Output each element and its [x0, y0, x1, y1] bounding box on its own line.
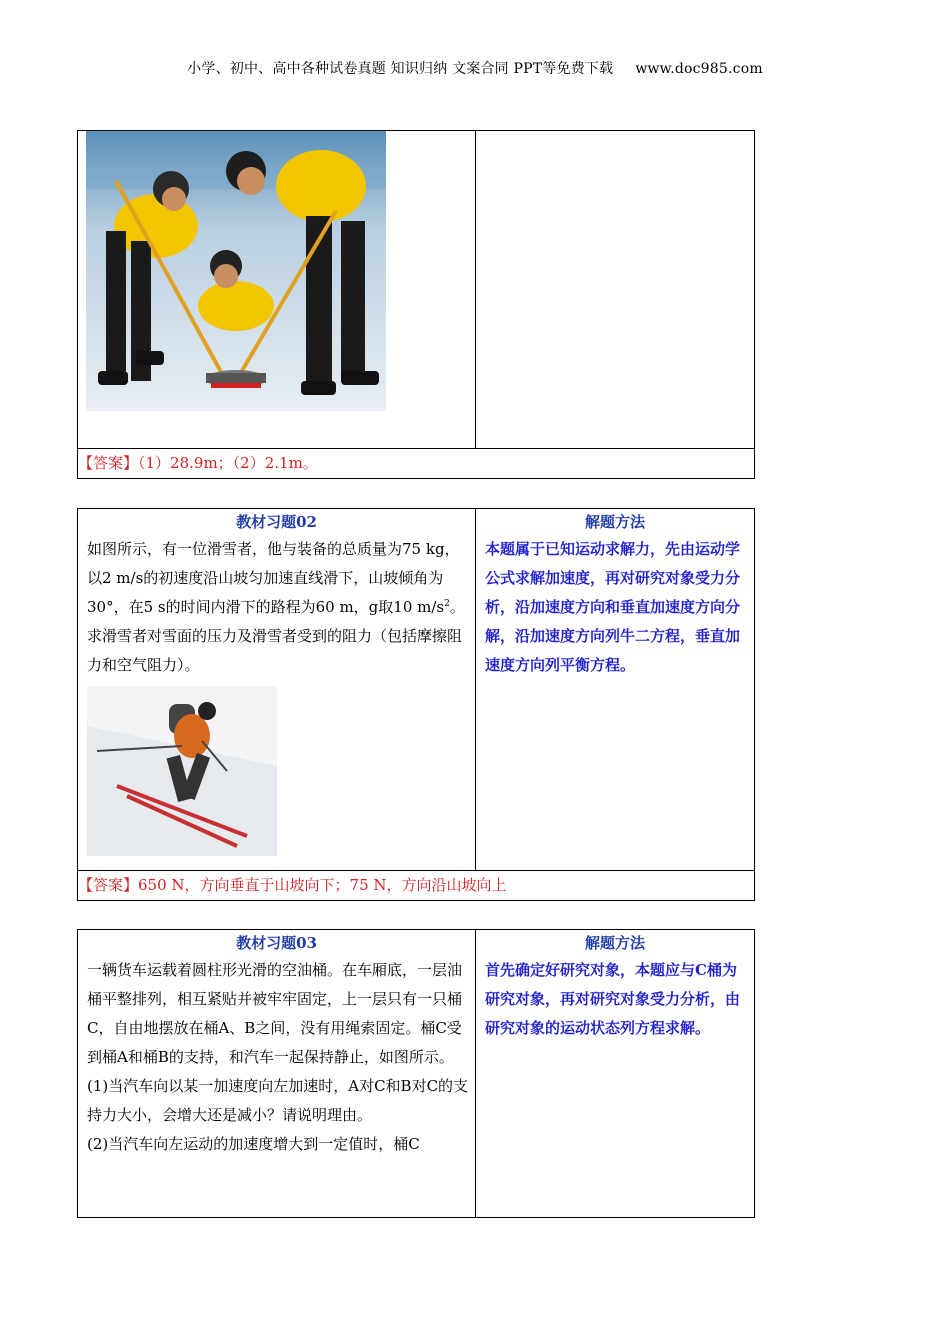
- method-02-text: 本题属于已知运动求解力，先由运动学公式求解加速度，再对研究对象受力分析，沿加速度方向和垂直加速度方向分解，沿加速度方向列牛二方程，垂直加速度方向列平衡方程。: [485, 540, 741, 674]
- exercise-02-table: [77, 508, 755, 901]
- question-03-cell: [78, 930, 476, 1218]
- exercise-03-title: 教材习题03: [236, 934, 317, 952]
- skier-photo: [87, 686, 277, 856]
- question-02-cell: [78, 509, 476, 871]
- method-03-text: 首先确定好研究对象，本题应与C桶为研究对象，再对研究对象受力分析，由研究对象的运动状态列方程求解。: [485, 961, 741, 1037]
- answer-02: 【答案】650 N，方向垂直于山坡向下；75 N，方向沿山坡向上: [78, 871, 755, 901]
- exercise-01-table: [77, 130, 755, 479]
- empty-cell: [476, 131, 755, 449]
- method-02-title: 解题方法: [584, 513, 645, 531]
- question-03-text: 一辆货车运载着圆柱形光滑的空油桶。在车厢底，一层油桶平整排列，相互紧贴并被牢牢固定，上一层只有一只桶C，自由地摆放在桶A、B之间，没有用绳索固定。桶C受到桶A和桶B的支持，和汽车一起保持静止，如图所示。: [87, 961, 463, 1066]
- question-02-text: 如图所示，有一位滑雪者，他与装备的总质量为75 kg，以2 m/s的初速度沿山坡匀加速直线滑下，山坡倾角为30°，在5 s的时间内滑下的路程为60 m，g取10 $m/s^2$。求滑雪者对雪面的压力及滑雪者受到的阻力（包括摩擦阻力和空气阻力）。: [87, 540, 465, 674]
- method-03-title: 解题方法: [584, 934, 645, 952]
- header-text: 小学、初中、高中各种试卷真题 知识归纳 文案合同 PPT等免费下载: [187, 61, 614, 77]
- question-03-part2: (2)当汽车向左运动的加速度增大到一定值时，桶C: [87, 1135, 420, 1153]
- header-site[interactable]: www.doc985.com: [635, 61, 763, 77]
- exercise-02-title: 教材习题02: [236, 513, 317, 531]
- curling-photo: [86, 131, 386, 411]
- method-03-cell: [476, 930, 755, 1218]
- method-02-cell: [476, 509, 755, 871]
- curling-cell: [78, 131, 476, 449]
- exercise-03-table: [77, 929, 755, 1218]
- page-header: [0, 58, 950, 78]
- question-03-part1: (1)当汽车向以某一加速度向左加速时，A对C和B对C的支持力大小，会增大还是减小？请说明理由。: [87, 1077, 469, 1124]
- answer-01: 【答案】（1）28.9m；（2）2.1m。: [78, 449, 755, 479]
